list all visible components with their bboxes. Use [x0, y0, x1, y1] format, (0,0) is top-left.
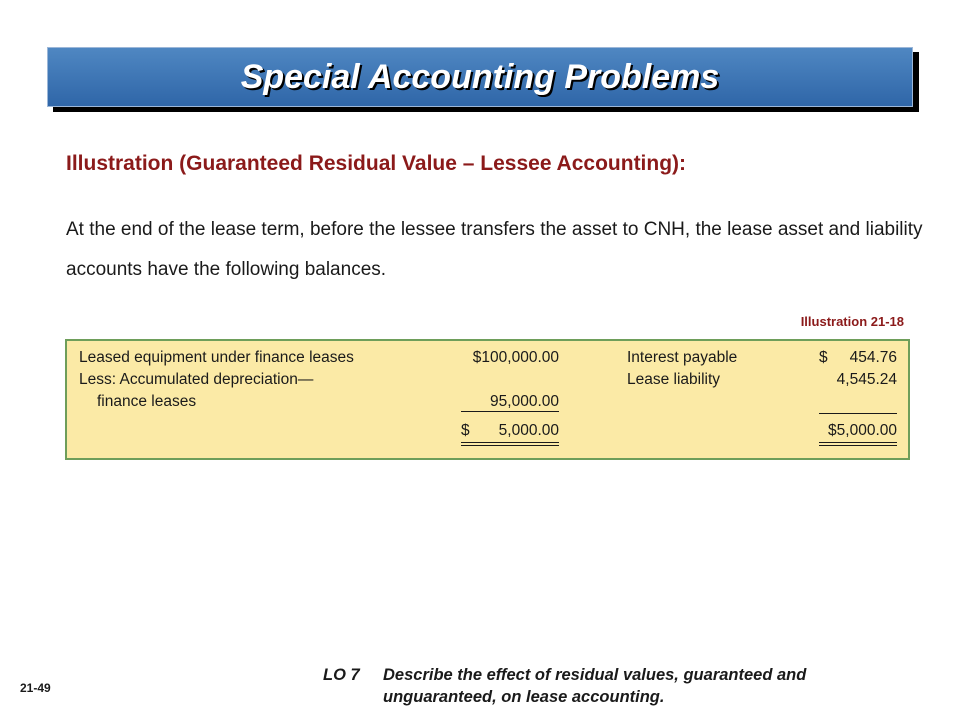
right-row1-symbol: $: [819, 349, 828, 366]
slide-subtitle: Illustration (Guaranteed Residual Value – Lessee Accounting):: [66, 152, 687, 175]
left-row3-value: 95,000.00: [461, 393, 559, 412]
lo-code: LO 7: [323, 666, 360, 684]
left-total-value: 5,000.00: [498, 422, 559, 439]
right-subtotal-underline: [819, 413, 897, 414]
lo-line-2: unguaranteed, on lease accounting.: [383, 688, 665, 706]
left-row1-value: $100,000.00: [472, 349, 559, 366]
page-number: 21-49: [20, 681, 51, 695]
right-total-underline-1: [819, 442, 897, 443]
right-row2-value: 4,545.24: [836, 371, 897, 388]
left-row3-label: finance leases: [97, 393, 197, 410]
right-total-underline-2: [819, 445, 897, 446]
balance-table: [65, 339, 910, 460]
body-paragraph: At the end of the lease term, before the lessee transfers the asset to CNH, the lease asset and liability accounts have the following balances.: [66, 219, 923, 280]
right-row2-label: Lease liability: [627, 371, 721, 388]
lo-line-1: Describe the effect of residual values, guaranteed and: [383, 666, 807, 684]
illustration-label: Illustration 21-18: [800, 314, 904, 329]
left-row2-label: Less: Accumulated depreciation—: [79, 371, 314, 388]
right-total-value: $5,000.00: [828, 422, 897, 439]
slide-title: Special Accounting Problems: [240, 57, 720, 96]
right-row1-value: 454.76: [849, 349, 897, 366]
learning-objective: [323, 664, 943, 708]
left-total-underline-1: [461, 442, 559, 443]
left-row1-label: Leased equipment under finance leases: [79, 349, 354, 366]
right-row1-label: Interest payable: [627, 349, 738, 366]
left-total-underline-2: [461, 445, 559, 446]
left-total-symbol: $: [461, 422, 470, 439]
title-banner: [47, 47, 913, 107]
